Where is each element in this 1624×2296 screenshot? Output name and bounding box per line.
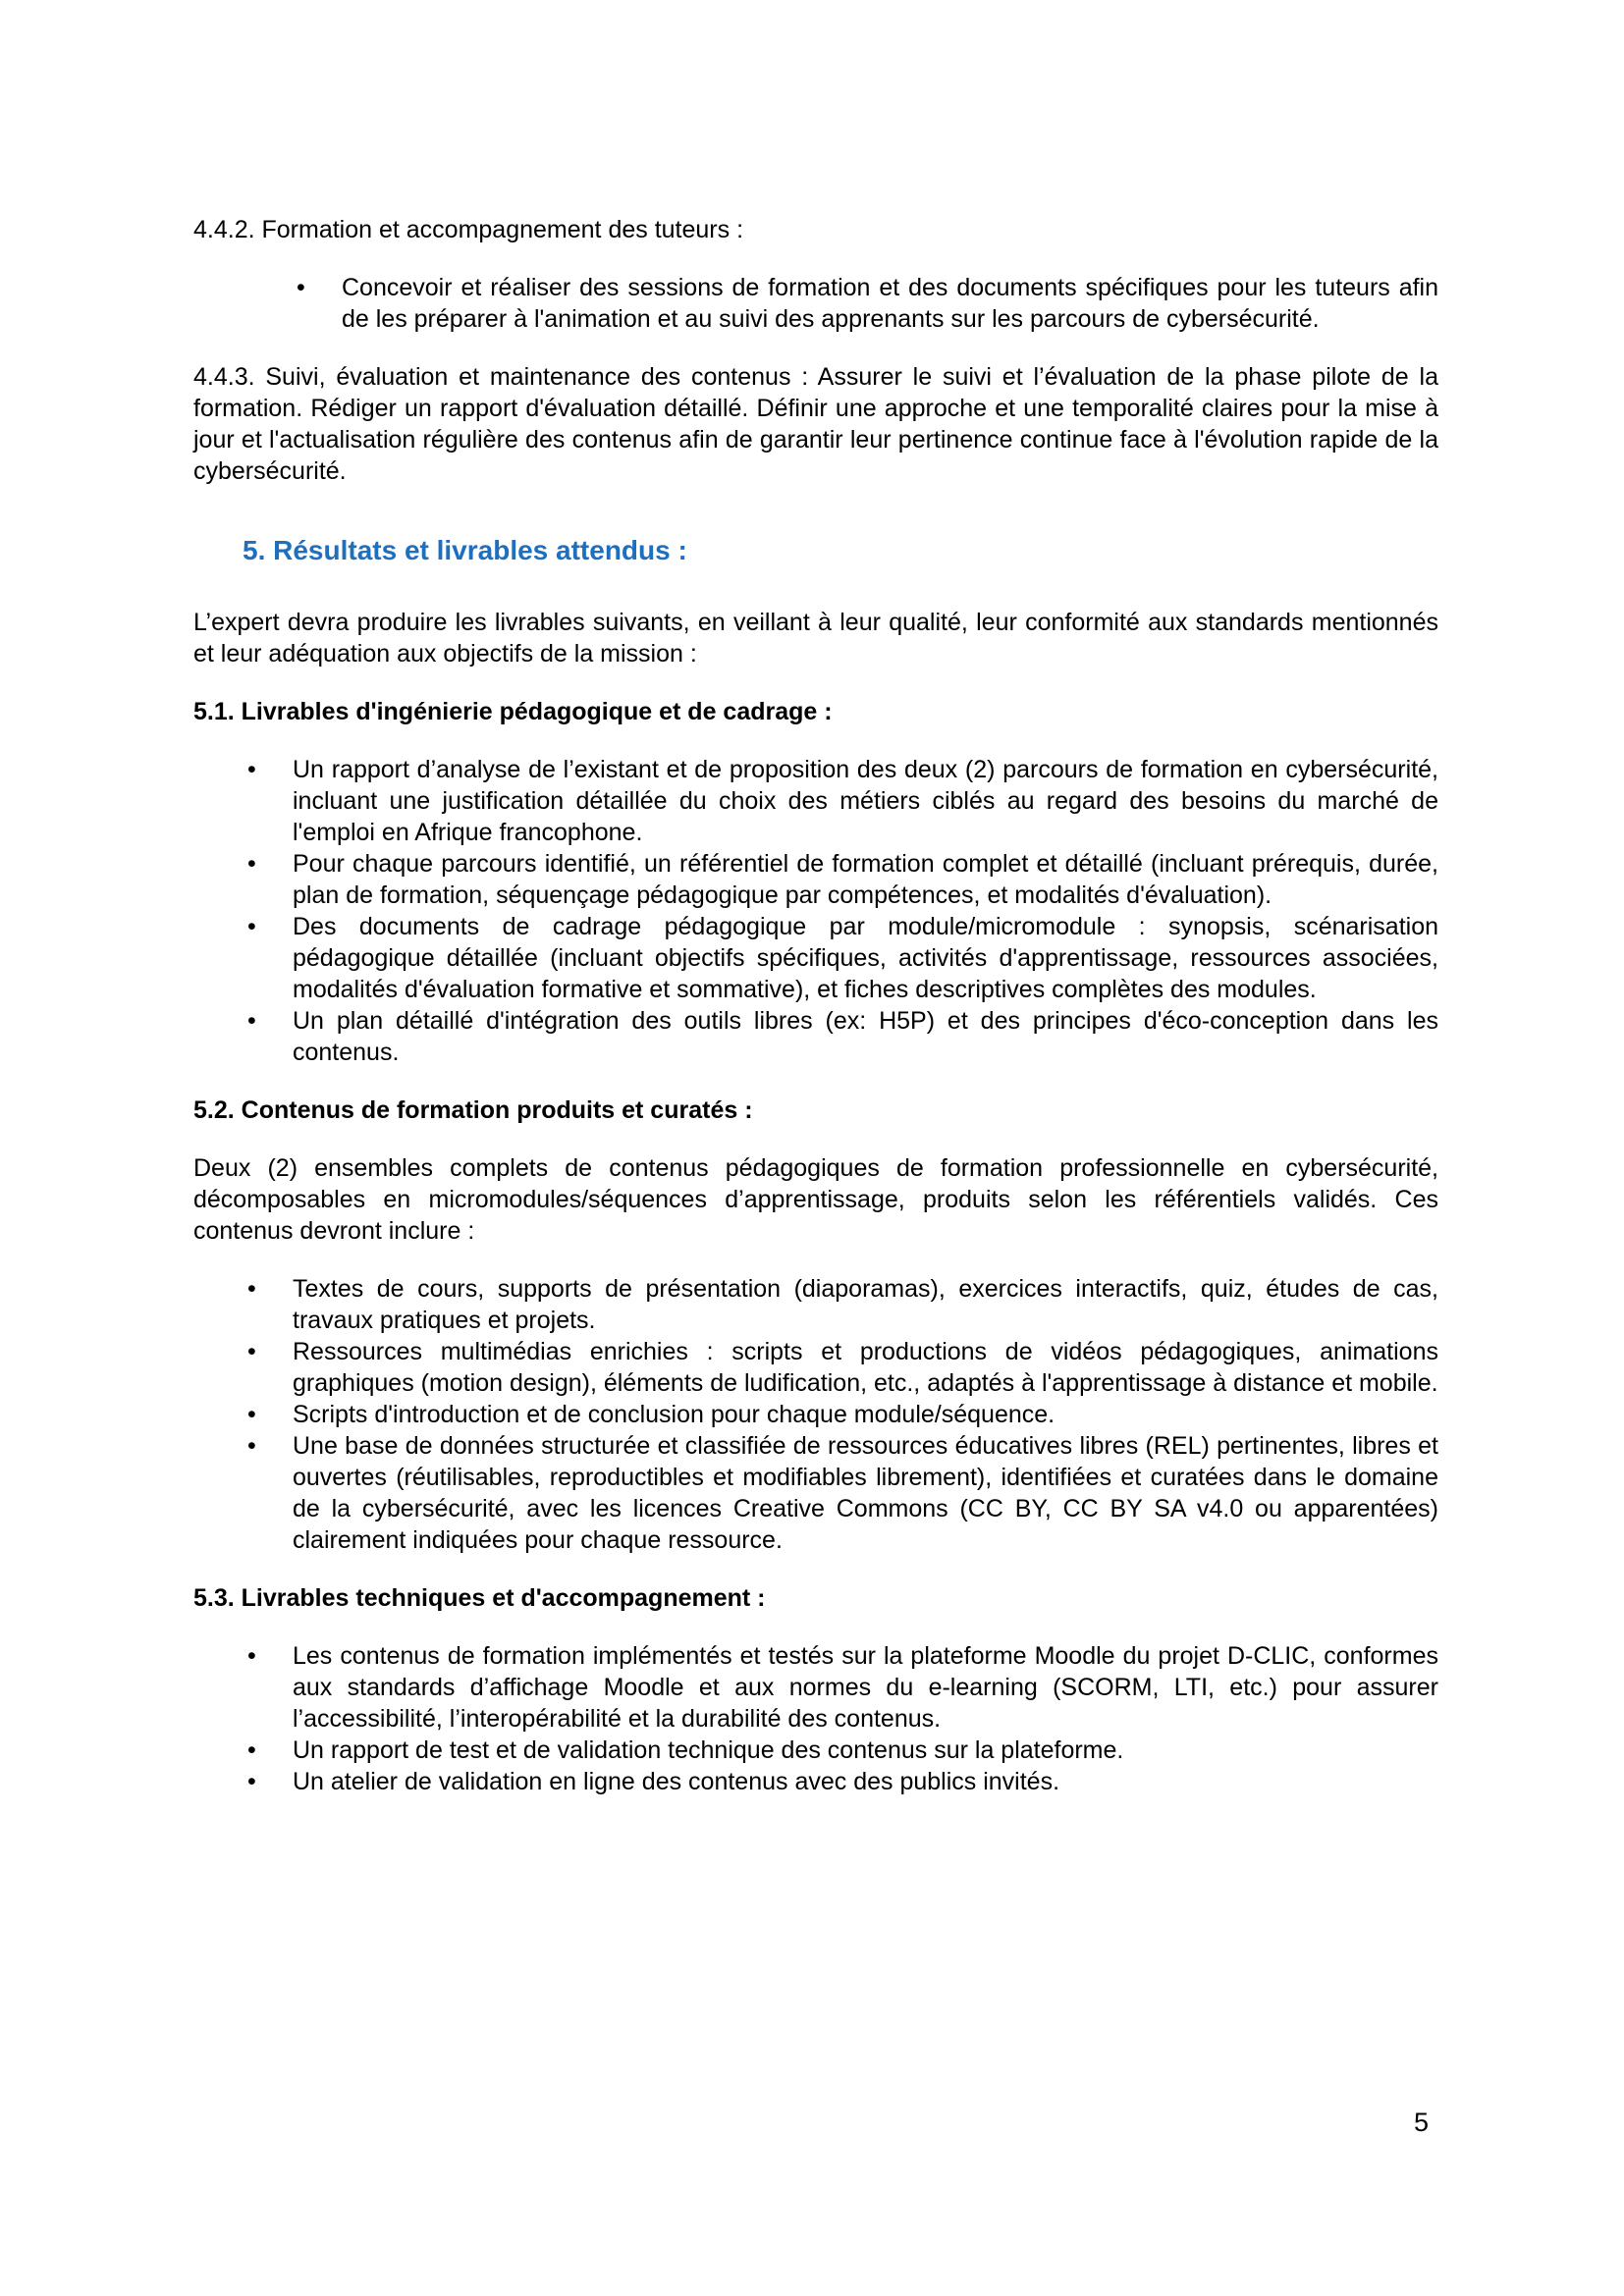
list-item: • Un atelier de validation en ligne des contenus avec des publics invités.: [247, 1768, 1060, 1795]
list-item: • Concevoir et réaliser des sessions de formation et des documents spécifiques pour les tuteurs afin de les préparer à l'animation et au suivi des apprenants sur les parcours de cybersécurité.: [297, 274, 1438, 333]
bullet-icon: •: [247, 1642, 256, 1670]
bullet-icon: •: [247, 1275, 256, 1303]
bullet-icon: •: [247, 1768, 256, 1795]
list-item: • Les contenus de formation implémentés et testés sur la plateforme Moodle du projet D-CLIC, conformes aux standards d’affichage Moodle et aux normes du e-learning (SCORM, LTI, etc.) pour assurer l’accessibilité, l’interopérabilité et la durabilité des contenus.: [247, 1642, 1438, 1733]
list-item: • Des documents de cadrage pédagogique par module/micromodule : synopsis, scénarisation pédagogique détaillée (incluant objectifs spécifiques, activités d'apprentissage, ressources associées, modalités d'évaluation formative et sommative), et fiches descriptives complètes des modules.: [247, 913, 1438, 1003]
section-5-2-intro: Deux (2) ensembles complets de contenus pédagogiques de formation professionnelle en cybersécurité, décomposables en micromodules/séquences d’apprentissage, produits selon les référentiels validés. Ces contenus devront inclure :: [193, 1154, 1438, 1245]
list-item: • Un plan détaillé d'intégration des outils libres (ex: H5P) et des principes d'éco-conception dans les contenus.: [247, 1007, 1438, 1066]
list-item: • Pour chaque parcours identifié, un référentiel de formation complet et détaillé (incluant prérequis, durée, plan de formation, séquençage pédagogique par compétences, et modalités d'évaluation).: [247, 850, 1438, 909]
bullet-icon: •: [247, 1736, 256, 1764]
document-page: [193, 214, 1438, 1797]
section-5-heading: 5. Résultats et livrables attendus :: [243, 535, 687, 565]
bullet-icon: •: [247, 913, 256, 940]
section-5-3-list: [193, 1640, 1438, 1797]
section-4-4-2-heading: 4.4.2. Formation et accompagnement des tuteurs :: [193, 216, 744, 243]
bullet-icon: •: [247, 1338, 256, 1365]
page-number: 5: [1414, 2108, 1430, 2137]
section-5-1-list: [193, 754, 1438, 1068]
list-item: • Ressources multimédias enrichies : scripts et productions de vidéos pédagogiques, animations graphiques (motion design), éléments de ludification, etc., adaptés à l'apprentissage à distance et mobile.: [247, 1338, 1438, 1397]
section-5-2-list: [193, 1273, 1438, 1556]
list-item: • Un rapport de test et de validation technique des contenus sur la plateforme.: [247, 1736, 1124, 1764]
section-4-4-2-list: [193, 272, 1438, 335]
bullet-icon: •: [297, 274, 305, 301]
bullet-icon: •: [247, 1007, 256, 1035]
list-item: • Une base de données structurée et classifiée de ressources éducatives libres (REL) pertinentes, libres et ouvertes (réutilisables, reproductibles et modifiables librement), identifiées et curatées dans le domaine de la cybersécurité, avec les licences Creative Commons (CC BY, CC BY SA v4.0 ou apparentées) clairement indiquées pour chaque ressource.: [247, 1432, 1438, 1554]
bullet-icon: •: [247, 1401, 256, 1428]
bullet-icon: •: [247, 1432, 256, 1460]
bullet-icon: •: [247, 850, 256, 878]
section-5-intro: L’expert devra produire les livrables suivants, en veillant à leur qualité, leur conformité aux standards mentionnés et leur adéquation aux objectifs de la mission :: [193, 609, 1438, 667]
section-5-1-heading: 5.1. Livrables d'ingénierie pédagogique et de cadrage :: [193, 698, 833, 725]
list-item: • Textes de cours, supports de présentation (diaporamas), exercices interactifs, quiz, études de cas, travaux pratiques et projets.: [247, 1275, 1438, 1334]
section-4-4-3-paragraph: 4.4.3. Suivi, évaluation et maintenance des contenus : Assurer le suivi et l’évaluation de la phase pilote de la formation. Rédiger un rapport d'évaluation détaillé. Définir une approche et une temporalité claires pour la mise à jour et l'actualisation régulière des contenus afin de garantir leur pertinence continue face à l'évolution rapide de la cybersécurité.: [193, 363, 1438, 485]
list-item: • Scripts d'introduction et de conclusion pour chaque module/séquence.: [247, 1401, 1056, 1428]
section-5-2-heading: 5.2. Contenus de formation produits et curatés :: [193, 1096, 753, 1124]
section-5-3-heading: 5.3. Livrables techniques et d'accompagnement :: [193, 1584, 766, 1612]
list-item: • Un rapport d’analyse de l’existant et de proposition des deux (2) parcours de formation en cybersécurité, incluant une justification détaillée du choix des métiers ciblés au regard des besoins du marché de l'emploi en Afrique francophone.: [247, 756, 1438, 846]
bullet-icon: •: [247, 756, 256, 783]
